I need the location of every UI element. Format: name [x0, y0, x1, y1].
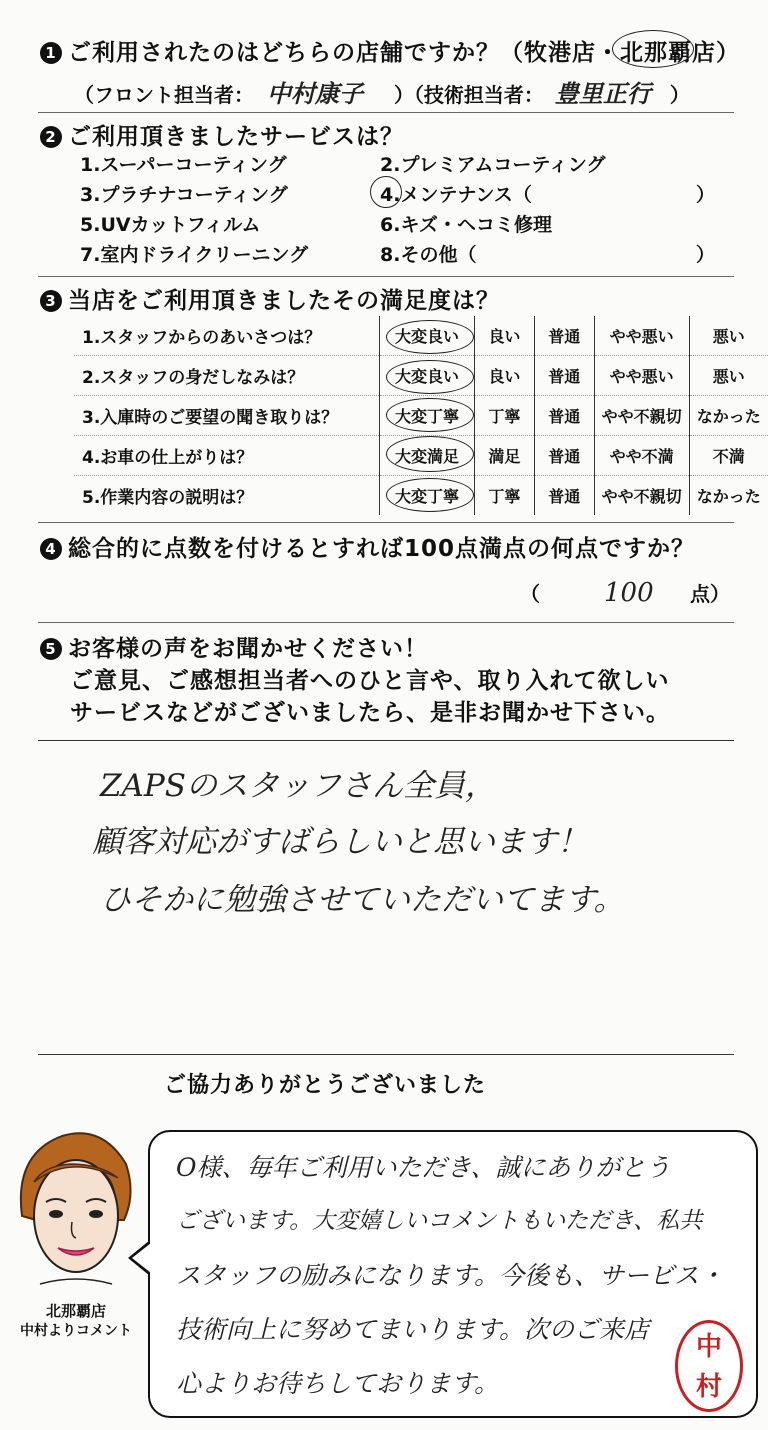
divider [38, 276, 734, 277]
q5-question [40, 630, 428, 663]
rating-option: 普通 [534, 476, 594, 516]
rating-option: やや悪い [594, 316, 689, 356]
rating-option: 大変丁寧 [380, 476, 475, 516]
rating-option: 悪い [689, 356, 768, 396]
row-label: 2.スタッフの身だしなみは？ [74, 356, 380, 396]
rating-circle-3 [386, 398, 474, 432]
row-label: 1.スタッフからのあいさつは？ [82, 328, 322, 348]
service-item-2: 2.プレミアムコーティング [380, 154, 606, 176]
tech-staff-name: 豊里正行 [554, 79, 651, 108]
rating-option: なかった [689, 476, 768, 516]
rating-circle-4 [386, 436, 474, 472]
rating-option: 普通 [534, 396, 594, 436]
rating-option: 普通 [534, 436, 594, 476]
rating-option: なかった [689, 396, 768, 436]
rating-option: やや悪い [594, 356, 689, 396]
name-seal-stamp: 中 村 [675, 1320, 743, 1412]
row-label: 4.お車の仕上がりは？ [74, 436, 380, 476]
rating-option: 大変満足 [380, 436, 475, 476]
q1-close-paren: ） [669, 83, 690, 107]
q4-score: 100 [604, 578, 654, 608]
staff-caption-store: 北那覇店 [45, 1302, 106, 1320]
staff-reply-line-1: O様、毎年ご利用いただき、誠にありがとう [176, 1153, 671, 1182]
rating-circle-1 [386, 320, 474, 354]
q2-number: 2 [40, 126, 62, 148]
q5-text: お客様の声をお聞かせください！ [68, 636, 428, 662]
customer-comment-line-1: ZAPSのスタッフさん全員， [100, 768, 497, 804]
rating-circle-2 [386, 360, 474, 394]
divider [38, 522, 734, 523]
customer-comment-line-3: ひそかに勉強させていただいてます。 [100, 882, 625, 918]
row-label: 5.作業内容の説明は？ [74, 476, 380, 516]
rating-option: 良い [474, 356, 534, 396]
q1-number: 1 [40, 42, 62, 64]
q3-text: 当店をご利用頂きましたその満足度は？ [68, 288, 500, 314]
q5-number: 5 [40, 638, 62, 660]
rating-option: 普通 [534, 316, 594, 356]
comment-top-rule [38, 740, 734, 741]
staff-reply-line-2: ございます。大変嬉しいコメントもいただき、私共 [176, 1208, 703, 1234]
divider [38, 622, 734, 623]
rating-option: 大変良い [380, 356, 475, 396]
q4-open-paren: （ [520, 582, 540, 606]
front-staff-name: 中村康子 [266, 79, 363, 108]
service-4-close-paren: ） [696, 184, 716, 206]
q4-text: 総合的に点数を付けるとすれば100点満点の何点ですか？ [68, 536, 696, 562]
thanks-heading: ご協力ありがとうございました [164, 1073, 487, 1098]
rating-option: 丁寧 [474, 396, 534, 436]
q1-store-circle [612, 30, 694, 68]
rating-option: やや不親切 [594, 476, 689, 516]
q4-number: 4 [40, 538, 62, 560]
staff-avatar [10, 1124, 140, 1294]
q1-text: ご利用されたのはどちらの店舗ですか？（牧港店・北那覇店） [68, 40, 740, 66]
q5-description-2: サービスなどがございましたら、是非お聞かせ下さい。 [70, 700, 670, 726]
speech-bubble-tail-fill [132, 1243, 151, 1273]
service-item-8: 8.その他（ [380, 244, 477, 266]
rating-option: 不満 [689, 436, 768, 476]
q4-unit: 点） [690, 582, 730, 606]
q5-description-1: ご意見、ご感想担当者へのひと言や、取り入れて欲しい [70, 668, 670, 694]
divider [38, 112, 734, 113]
service-item-5: 5.UVカットフィルム [80, 214, 261, 236]
rating-option: 大変丁寧 [380, 396, 475, 436]
q4-question [40, 530, 695, 563]
rating-option: 丁寧 [474, 476, 534, 516]
customer-comment-line-2: 顧客対応がすばらしいと思います！ [92, 824, 588, 860]
rating-option: 悪い [689, 316, 768, 356]
comment-bottom-rule [38, 1054, 734, 1055]
service-8-close-paren: ） [696, 244, 716, 266]
staff-reply-line-5: 心よりお待ちしております。 [176, 1369, 500, 1398]
service-item-3: 3.プラチナコーティング [80, 184, 288, 206]
rating-option: やや不親切 [594, 396, 689, 436]
q3-number: 3 [40, 290, 62, 312]
q3-question [40, 282, 500, 315]
tech-staff-label: ）（技術担当者： [393, 83, 544, 107]
service-item-1: 1.スーパーコーティング [80, 154, 287, 176]
rating-option: 良い [474, 316, 534, 356]
q1-staff-line [74, 74, 690, 109]
q2-text: ご利用頂きましたサービスは？ [68, 124, 404, 150]
staff-reply-line-3: スタッフの励みになります。今後も、サービス・ [176, 1261, 725, 1290]
rating-circle-5 [386, 478, 474, 512]
staff-caption-comment: 中村よりコメント [20, 1323, 132, 1339]
service-item-4: 4.メンテナンス（ [380, 184, 532, 206]
staff-reply-line-4: 技術向上に努めてまいります。次のご来店 [176, 1315, 650, 1344]
rating-option: 普通 [534, 356, 594, 396]
rating-option: 満足 [474, 436, 534, 476]
service-4-circle [370, 176, 402, 208]
service-item-7: 7.室内ドライクリーニング [80, 244, 309, 266]
q2-question [40, 118, 404, 151]
row-label: 3.入庫時のご要望の聞き取りは？ [74, 396, 380, 436]
rating-option: やや不満 [594, 436, 689, 476]
service-item-6: 6.キズ・ヘコミ修理 [380, 214, 553, 236]
front-staff-label: （フロント担当者： [74, 83, 254, 107]
rating-option: 大変良い [380, 316, 475, 356]
